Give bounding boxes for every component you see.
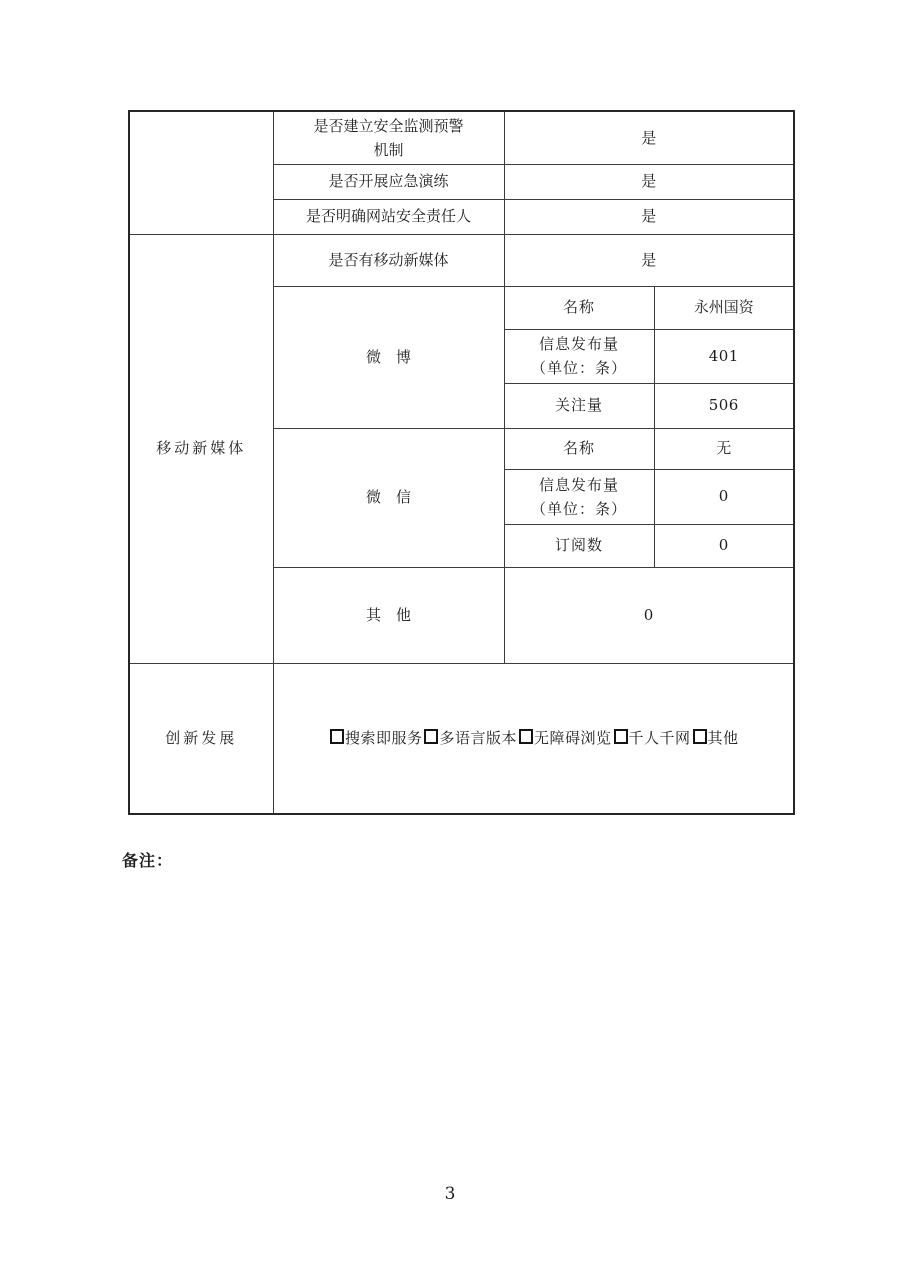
security-section-cell-empty: [129, 111, 273, 234]
page-number: 3: [444, 1184, 456, 1204]
weixin-name-value: 无: [654, 428, 794, 469]
mobile-media-section-label: 移动新媒体: [129, 234, 273, 663]
weibo-name-value: 永州国资: [654, 286, 794, 329]
has-mobile-media-question: 是否有移动新媒体: [273, 234, 504, 286]
weixin-posts-label: 信息发布量 （单位：条）: [504, 469, 654, 524]
innovation-option-multilingual: 多语言版本: [422, 729, 517, 747]
weibo-label: 微 博: [273, 286, 504, 428]
weibo-posts-label: 信息发布量 （单位：条）: [504, 329, 654, 383]
checkbox-icon: [330, 729, 344, 744]
security-question-emergency-drill: 是否开展应急演练: [273, 164, 504, 199]
checkbox-icon: [424, 729, 438, 744]
security-answer-monitor-warning: 是: [504, 111, 794, 164]
weibo-followers-value: 506: [654, 383, 794, 428]
weixin-posts-value: 0: [654, 469, 794, 524]
weixin-name-label: 名称: [504, 428, 654, 469]
innovation-section-label: 创新发展: [129, 663, 273, 814]
annual-report-table: [128, 110, 795, 815]
weibo-posts-value: 401: [654, 329, 794, 383]
other-media-label: 其 他: [273, 567, 504, 663]
security-answer-responsible-person: 是: [504, 199, 794, 234]
security-question-responsible-person: 是否明确网站安全责任人: [273, 199, 504, 234]
has-mobile-media-answer: 是: [504, 234, 794, 286]
security-question-monitor-warning: 是否建立安全监测预警 机制: [273, 111, 504, 164]
innovation-option-other: 其他: [691, 729, 739, 747]
checkbox-icon: [614, 729, 628, 744]
other-media-value: 0: [504, 567, 794, 663]
weibo-followers-label: 关注量: [504, 383, 654, 428]
security-answer-emergency-drill: 是: [504, 164, 794, 199]
checkbox-icon: [519, 729, 533, 744]
innovation-option-personalized: 千人千网: [612, 729, 691, 747]
weixin-label: 微 信: [273, 428, 504, 567]
innovation-option-search-as-service: 搜索即服务: [328, 729, 423, 747]
weixin-subscribers-value: 0: [654, 524, 794, 567]
checkbox-icon: [693, 729, 707, 744]
remarks-label: 备注：: [122, 851, 174, 870]
innovation-options-cell: [273, 663, 794, 814]
innovation-option-accessibility: 无障碍浏览: [517, 729, 612, 747]
weixin-subscribers-label: 订阅数: [504, 524, 654, 567]
weibo-name-label: 名称: [504, 286, 654, 329]
